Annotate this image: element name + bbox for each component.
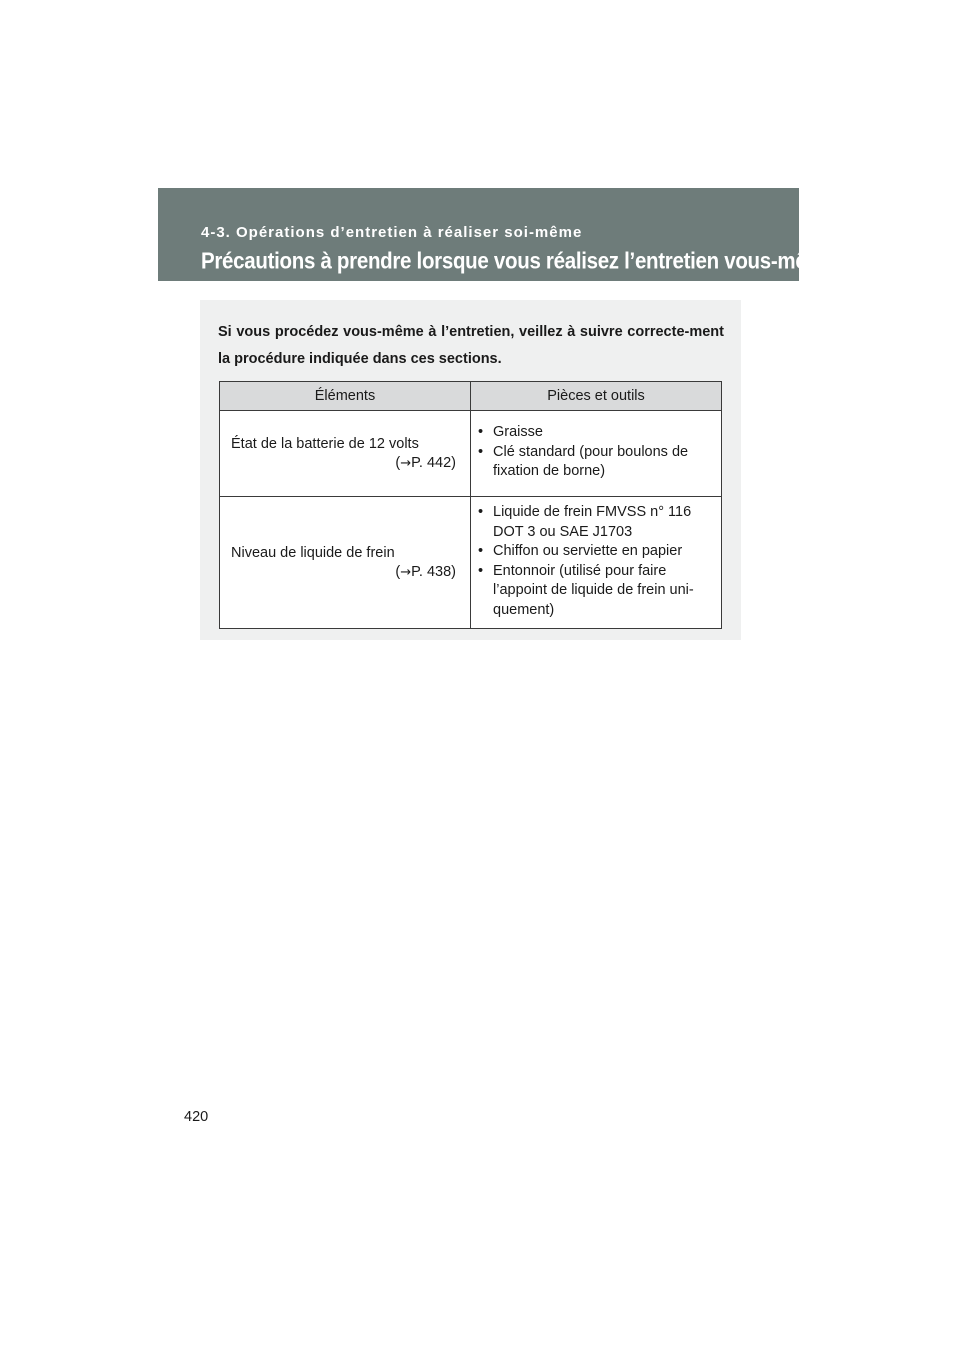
column-header-tools: Pièces et outils	[471, 382, 722, 411]
tools-cell	[471, 497, 722, 629]
page-number: 420	[184, 1109, 209, 1125]
column-header-items: Éléments	[220, 382, 471, 411]
chapter-header	[158, 188, 836, 281]
table-row	[220, 411, 722, 497]
table-row	[220, 497, 722, 629]
arrow-right-icon: →	[400, 455, 412, 471]
list-item: • Entonnoir (utilisé pour faire l’appoint de liquide de frein uni-quement)	[478, 562, 713, 621]
tools-cell	[471, 411, 722, 497]
info-panel	[200, 300, 741, 640]
item-cell	[220, 497, 471, 629]
page-title: Précautions à prendre lorsque vous réalisez l’entretien vous-même	[201, 248, 836, 275]
item-label: Niveau de liquide de frein	[231, 544, 395, 561]
list-item: • Liquide de frein FMVSS n° 116 DOT 3 ou SAE J1703	[478, 503, 713, 542]
list-item: • Chiffon ou serviette en papier	[478, 542, 713, 562]
intro-text: Si vous procédez vous-même à l’entretien, veillez à suivre correcte-ment la procédure indiquée dans ces sections.	[218, 324, 724, 367]
table-header-row	[220, 382, 722, 411]
tools-list	[471, 417, 721, 490]
tools-list	[471, 497, 721, 628]
arrow-right-icon: →	[400, 564, 412, 580]
parts-tools-table	[219, 381, 722, 629]
item-cell	[220, 411, 471, 497]
list-item: • Clé standard (pour boulons de fixation de borne)	[478, 443, 713, 482]
page-reference-value: P. 438	[411, 563, 452, 580]
section-title: 4-3. Opérations d’entretien à réaliser soi-même	[201, 224, 583, 241]
page-reference-value: P. 442	[411, 454, 452, 471]
item-label: État de la batterie de 12 volts	[231, 435, 419, 452]
list-item: • Graisse	[478, 423, 713, 443]
page-reference: (→P. 438)	[395, 563, 456, 580]
page-reference: (→P. 442)	[395, 454, 456, 471]
